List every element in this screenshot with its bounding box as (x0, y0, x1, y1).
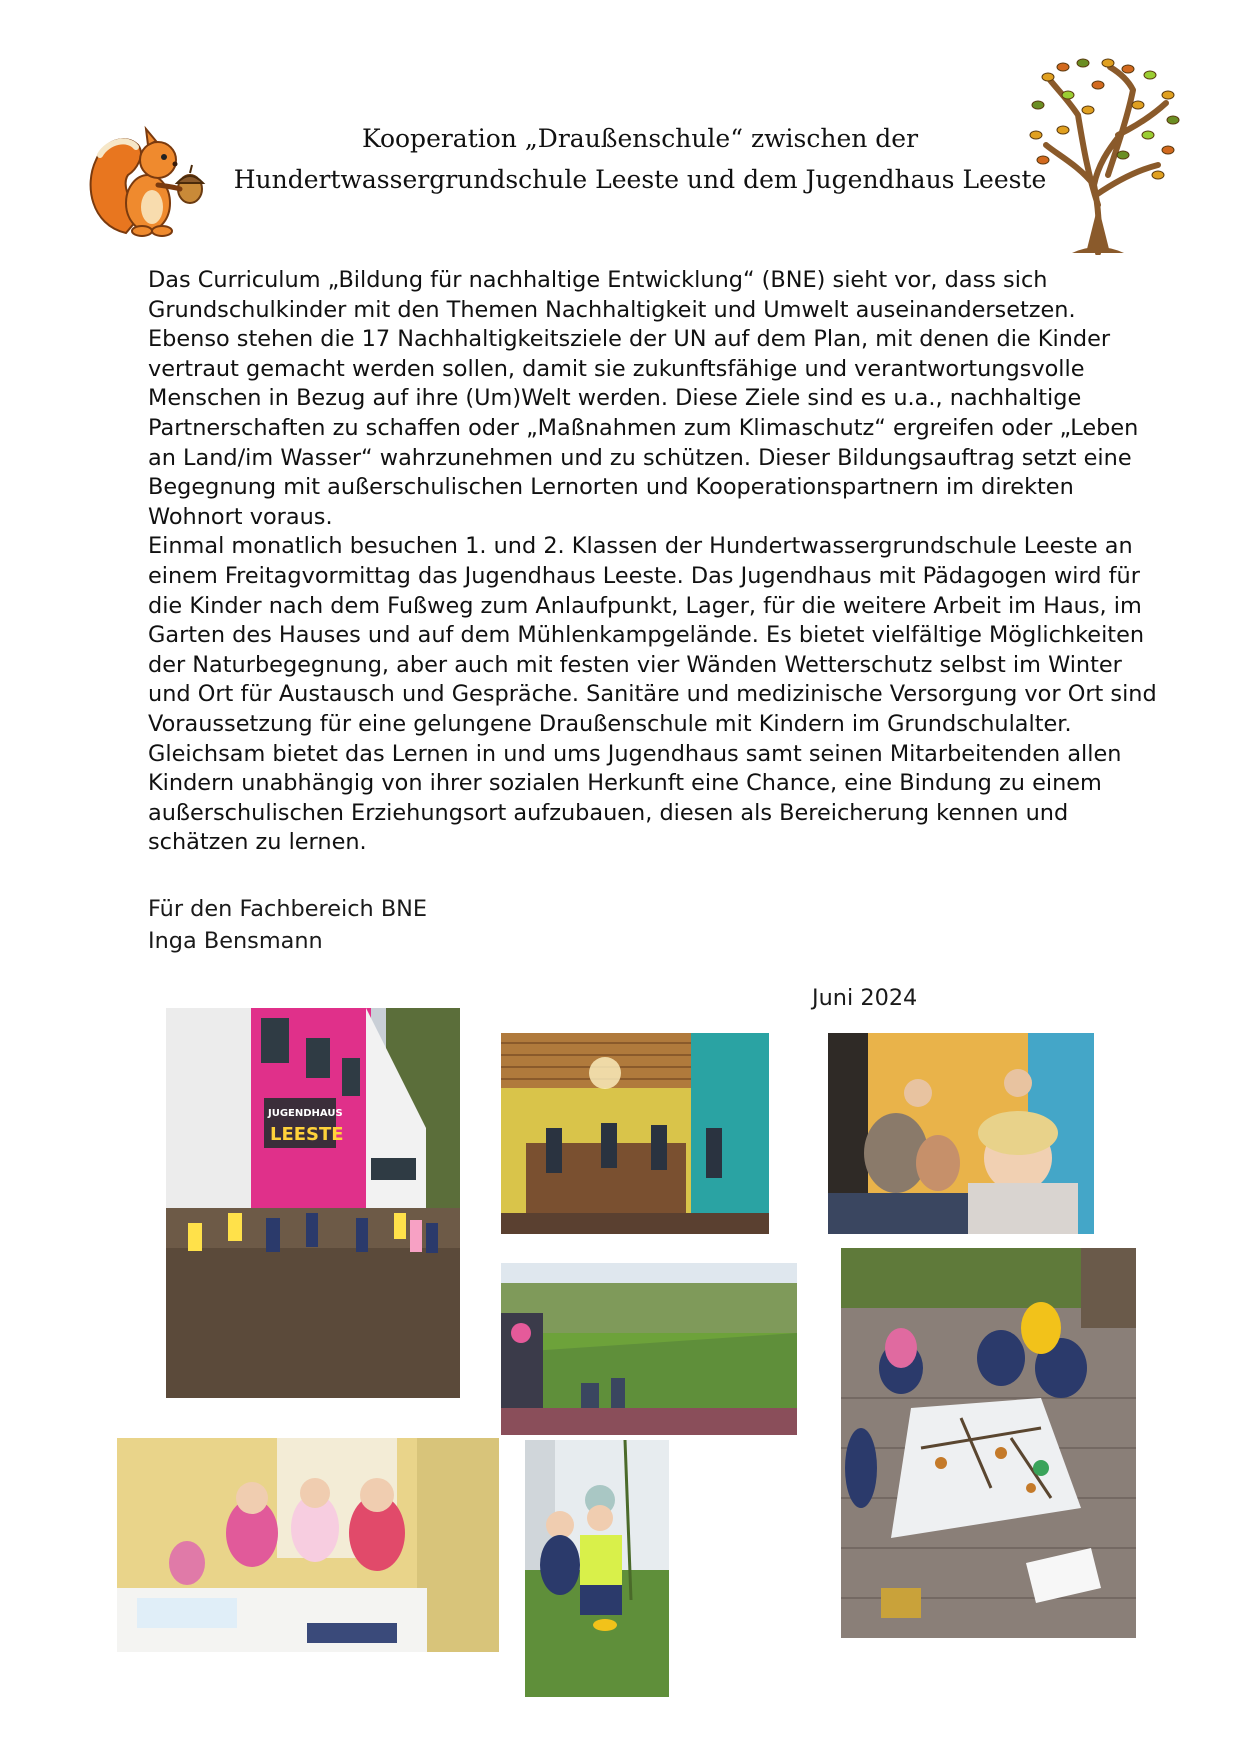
paragraph-2-line: schätzen zu lernen. (148, 829, 367, 856)
autumn-tree-icon (1028, 55, 1180, 255)
title-line-1: Kooperation „Draußenschule“ zwischen der (361, 124, 919, 153)
house-sign-line-1: JUGENDHAUS (268, 1108, 343, 1119)
paragraph-2-line: außerschulischen Erziehungsort aufzubauen, diesen als Bereicherung kennen und (148, 799, 1069, 826)
paragraph-2-line: Gleichsam bietet das Lernen in und ums Jugendhaus samt seinen Mitarbeitenden allen (148, 740, 1122, 767)
photo-indoor-cafe (501, 1033, 769, 1234)
paragraph-1-line: Das Curriculum „Bildung für nachhaltige Entwicklung“ (BNE) sieht vor, dass sich (148, 267, 1048, 293)
paragraph-2 (148, 532, 1168, 858)
paragraph-2-line: Garten des Hauses und auf dem Mühlenkampgelände. Es bietet vielfältige Möglichkeiten (148, 622, 1145, 649)
paragraph-1-line: an Land/im Wasser“ wahrzunehmen und zu schützen. Dieser Bildungsauftrag setzt eine (148, 444, 1132, 471)
photo-youth-house-exterior (166, 1008, 460, 1398)
paragraph-2-line: Kindern unabhängig von ihrer sozialen Herkunft eine Chance, eine Bindung zu einem (148, 770, 1102, 797)
paragraph-2-line: Voraussetzung für eine gelungene Draußenschule mit Kindern im Grundschulalter. (148, 710, 1072, 737)
date-label: Juni 2024 (812, 985, 918, 1011)
signoff (148, 893, 427, 957)
photo-leaf-collage-patio (841, 1248, 1136, 1638)
body-text (148, 266, 1168, 858)
photo-girls-drawing (117, 1438, 499, 1652)
title-line-2: Hundertwassergrundschule Leeste und dem Jugendhaus Leeste (233, 165, 1047, 194)
paragraph-1-line: Grundschulkinder mit den Themen Nachhaltigkeit und Umwelt auseinandersetzen. (148, 296, 1076, 323)
paragraph-1-line: vertraut gemacht werden sollen, damit sie zukunftsfähige und verantwortungsvolle (148, 355, 1085, 382)
signoff-department: Für den Fachbereich BNE (148, 896, 428, 922)
paragraph-1-line: Begegnung mit außerschulischen Lernorten und Kooperationspartnern im direkten (148, 474, 1074, 501)
squirrel-with-acorn-icon (86, 115, 211, 240)
photo-children-indoor (828, 1033, 1094, 1234)
paragraph-2-line: einem Freitagvormittag das Jugendhaus Leeste. Das Jugendhaus mit Pädagogen wird für (148, 562, 1140, 589)
paragraph-2-line: und Ort für Austausch und Gespräche. Sanitäre und medizinische Versorgung vor Ort sind (148, 681, 1157, 708)
house-sign-line-2: LEESTE (270, 1124, 344, 1145)
paragraph-1-line: Ebenso stehen die 17 Nachhaltigkeitsziele der UN auf dem Plan, mit denen die Kinder (148, 326, 1111, 353)
paragraph-1-line: Menschen in Bezug auf ihre (Um)Welt werden. Diese Ziele sind es u.a., nachhaltige (148, 385, 1082, 412)
paragraph-1 (148, 266, 1168, 532)
photo-children-planting (525, 1440, 669, 1697)
photo-park-meadow (501, 1263, 797, 1435)
page-title (200, 118, 1080, 200)
paragraph-1-line: Wohnort voraus. (148, 503, 333, 530)
paragraph-2-line: der Naturbegegnung, aber auch mit festen vier Wänden Wetterschutz selbst im Winter (148, 651, 1122, 678)
signoff-author: Inga Bensmann (148, 928, 323, 954)
paragraph-2-line: die Kinder nach dem Fußweg zum Anlaufpunkt, Lager, für die weitere Arbeit im Haus, im (148, 592, 1142, 619)
paragraph-2-line: Einmal monatlich besuchen 1. und 2. Klassen der Hundertwassergrundschule Leeste an (148, 533, 1133, 560)
paragraph-1-line: Partnerschaften zu schaffen oder „Maßnahmen zum Klimaschutz“ ergreifen oder „Leben (148, 414, 1139, 441)
